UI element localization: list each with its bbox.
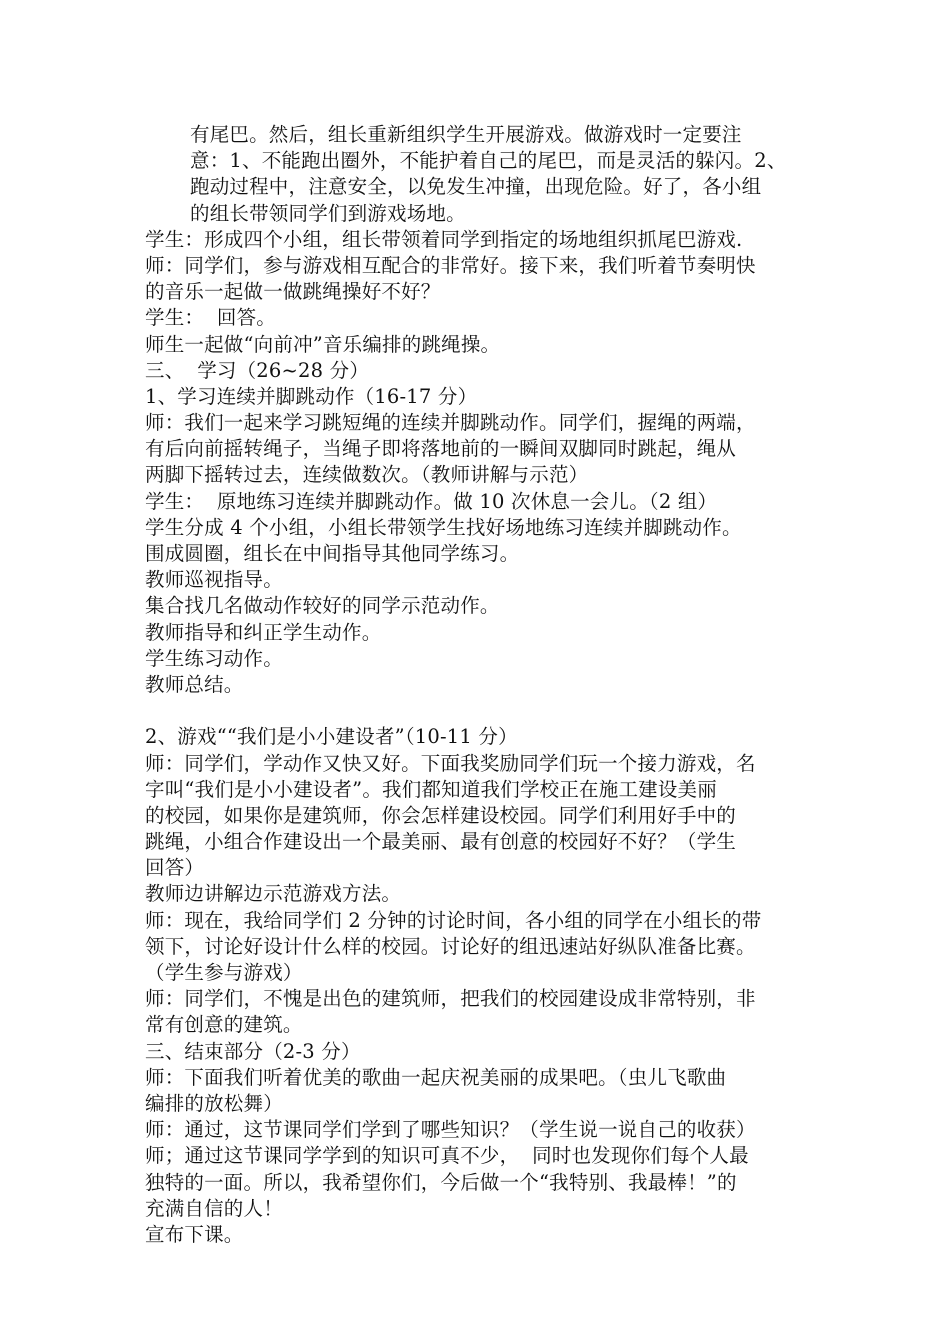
text-line: 师：现在，我给同学们 2 分钟的讨论时间，各小组的同学在小组长的带 — [145, 908, 762, 932]
document-body — [145, 122, 815, 1248]
text-line: （学生参与游戏） — [145, 961, 303, 984]
text-line: 编排的放松舞） — [145, 1091, 283, 1115]
text-line: 的音乐一起做一做跳绳操好不好？ — [145, 280, 441, 304]
text-line: 有后向前摇转绳子，当绳子即将落地前的一瞬间双脚同时跳起，绳从 — [145, 437, 737, 461]
text-line: 师：通过，这节课同学们学到了哪些知识？（学生说一说自己的收获） — [145, 1118, 756, 1142]
text-line: 学生：形成四个小组，组长带领着同学到指定的场地组织抓尾巴游戏. — [145, 227, 743, 251]
text-line: 跑动过程中，注意安全，以免发生冲撞，出现危险。好了，各小组 — [190, 175, 762, 199]
text-line: 师：我们一起来学习跳短绳的连续并脚跳动作。同学们，握绳的两端， — [145, 411, 756, 435]
text-line: 三、 学习（26~28 分） — [145, 358, 370, 382]
text-line: 常有创意的建筑。 — [145, 1013, 303, 1037]
text-line: 师：同学们，不愧是出色的建筑师，把我们的校园建设成非常特别，非 — [145, 987, 756, 1011]
text-line: 学生： 原地练习连续并脚跳动作。做 10 次休息一会儿。（2 组） — [145, 489, 718, 513]
text-line: 独特的一面。所以，我希望你们，今后做一个“我特别、我最棒！”的 — [145, 1170, 737, 1194]
text-line: 学生分成 4 个小组，小组长带领学生找好场地练习连续并脚跳动作。 — [145, 515, 742, 539]
text-line: 教师指导和纠正学生动作。 — [145, 620, 382, 644]
text-line: 集合找几名做动作较好的同学示范动作。 — [145, 594, 500, 618]
text-line: 学生： 回答。 — [145, 306, 276, 330]
text-line: 跳绳，小组合作建设出一个最美丽、最有创意的校园好不好？（学生 — [145, 830, 737, 854]
text-line: 教师巡视指导。 — [145, 568, 283, 592]
text-line: 师；通过这节课同学学到的知识可真不少， 同时也发现你们每个人最 — [145, 1144, 749, 1168]
text-line: 有尾巴。然后，组长重新组织学生开展游戏。做游戏时一定要注 — [190, 123, 742, 146]
text-line: 的组长带领同学们到游戏场地。 — [190, 201, 466, 225]
text-line: 师生一起做“向前冲”音乐编排的跳绳操。 — [145, 332, 501, 356]
blank-line — [145, 698, 815, 724]
text-line: 充满自信的人！ — [145, 1196, 283, 1220]
text-line: 师：同学们，学动作又快又好。下面我奖励同学们玩一个接力游戏，名 — [145, 751, 756, 775]
text-line: 的校园，如果你是建筑师，你会怎样建设校园。同学们利用好手中的 — [145, 803, 737, 827]
text-line: 两脚下摇转过去，连续做数次。（教师讲解与示范） — [145, 463, 589, 487]
text-line: 师：同学们，参与游戏相互配合的非常好。接下来，我们听着节奏明快 — [145, 253, 756, 277]
text-line: 学生练习动作。 — [145, 646, 283, 670]
text-line: 1、学习连续并脚跳动作（16-17 分） — [145, 384, 478, 408]
text-line: 教师边讲解边示范游戏方法。 — [145, 882, 402, 906]
text-line: 2、游戏““我们是小小建设者”（10-11 分） — [145, 725, 518, 749]
text-line: 意：1、不能跑出圈外，不能护着自己的尾巴，而是灵活的躲闪。2、 — [190, 149, 787, 173]
text-line: 领下，讨论好设计什么样的校园。讨论好的组迅速站好纵队准备比赛。 — [145, 934, 756, 958]
text-line: 回答） — [145, 856, 205, 880]
text-line: 教师总结。 — [145, 672, 244, 696]
text-line: 字叫“我们是小小建设者”。我们都知道我们学校正在施工建设美丽 — [145, 777, 717, 801]
text-line: 三、结束部分（2-3 分） — [145, 1039, 361, 1063]
text-line: 围成圆圈，组长在中间指导其他同学练习。 — [145, 542, 520, 565]
text-line: 宣布下课。 — [145, 1222, 244, 1246]
text-line: 师：下面我们听着优美的歌曲一起庆祝美丽的成果吧。（虫儿飞歌曲 — [145, 1065, 727, 1089]
